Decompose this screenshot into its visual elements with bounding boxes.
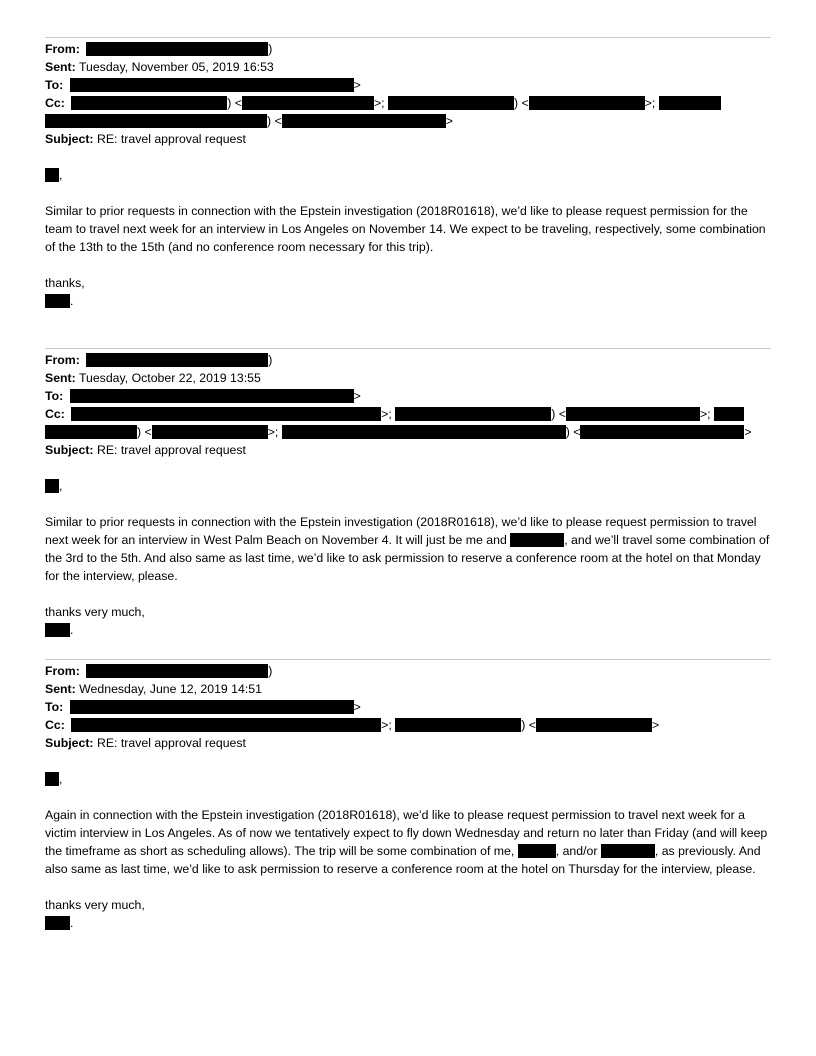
redaction-block <box>70 78 354 92</box>
redaction-block <box>45 772 59 786</box>
redaction-block <box>242 96 374 110</box>
subject-label: Subject: <box>45 132 94 146</box>
redaction-block <box>529 96 645 110</box>
cc-separator: ) < <box>551 407 566 421</box>
redaction-block <box>714 407 744 421</box>
from-label: From: <box>45 664 80 678</box>
greeting-line <box>45 166 771 184</box>
cc-separator: ) < <box>267 114 282 128</box>
cc-separator: ) < <box>227 96 242 110</box>
redaction-block <box>45 114 267 128</box>
cc-separator: >; <box>267 425 282 439</box>
cc-label: Cc: <box>45 96 65 110</box>
subject-value: RE: travel approval request <box>96 132 246 146</box>
cc-separator: ) < <box>521 718 536 732</box>
body-text: , and we’ll travel some combination of the 3rd to the 5th. And also same as last time, we’d like to ask permission to reserve a conference room at the hotel on that Monday for the interview, please. <box>45 533 770 583</box>
cc-separator: >; <box>644 96 659 110</box>
body-text: Similar to prior requests in connection with the Epstein investigation (2018R01618), we’d like to please request permission to travel next week for an interview in West Palm Beach on November 4. It will just be me and <box>45 515 757 547</box>
redaction-block <box>518 844 556 858</box>
subject-line <box>45 734 771 752</box>
closing-line: thanks very much, <box>45 898 145 912</box>
sent-line <box>45 680 771 698</box>
email-message-1 <box>45 40 771 310</box>
greeting-suffix: , <box>59 479 63 493</box>
sent-line <box>45 369 771 387</box>
from-line <box>45 40 771 58</box>
redaction-block <box>601 844 655 858</box>
sent-line <box>45 58 771 76</box>
redaction-block <box>45 425 137 439</box>
email-body: Similar to prior requests in connection with the Epstein investigation (2018R01618), we’d like to please request permission for the team to travel next week for an interview in Los Angeles on November 14. We expect to be traveling, respectively, some combination of the 13th to the 15th (and no conference room necessary for this trip). <box>45 204 766 254</box>
redaction-block <box>282 425 566 439</box>
redaction-block <box>86 42 268 56</box>
from-suffix: ) <box>268 353 273 367</box>
message-separator <box>45 37 771 38</box>
greeting-suffix: , <box>59 772 63 786</box>
cc-line-continued <box>45 112 771 130</box>
greeting-suffix: , <box>59 168 63 182</box>
redaction-block <box>45 916 70 930</box>
email-message-3 <box>45 662 771 932</box>
redaction-block <box>71 718 381 732</box>
body-text: , and/or <box>555 844 601 858</box>
redaction-block <box>395 718 521 732</box>
sent-value: Tuesday, November 05, 2019 16:53 <box>78 60 274 74</box>
sent-label: Sent: <box>45 371 76 385</box>
cc-separator: ) < <box>565 425 581 439</box>
redaction-block <box>152 425 268 439</box>
redaction-block <box>388 96 514 110</box>
from-label: From: <box>45 353 80 367</box>
message-separator <box>45 659 771 660</box>
message-separator <box>45 348 771 349</box>
cc-separator: ) < <box>137 425 152 439</box>
cc-line <box>45 405 771 423</box>
cc-label: Cc: <box>45 718 65 732</box>
to-label: To: <box>45 700 64 714</box>
cc-line <box>45 94 771 112</box>
sent-label: Sent: <box>45 60 76 74</box>
email-body <box>45 806 771 878</box>
redaction-block <box>45 623 70 637</box>
to-label: To: <box>45 78 64 92</box>
redaction-block <box>580 425 744 439</box>
redaction-block <box>510 533 564 547</box>
sent-value: Tuesday, October 22, 2019 13:55 <box>78 371 261 385</box>
to-suffix: > <box>353 78 361 92</box>
cc-separator: > <box>744 425 752 439</box>
sent-value: Wednesday, June 12, 2019 14:51 <box>79 682 262 696</box>
cc-separator: >; <box>373 96 388 110</box>
redaction-block <box>45 294 70 308</box>
to-label: To: <box>45 389 64 403</box>
redaction-block <box>70 700 354 714</box>
cc-separator: >; <box>381 407 396 421</box>
from-label: From: <box>45 42 80 56</box>
redaction-block <box>86 353 268 367</box>
redaction-block <box>71 96 227 110</box>
redaction-block <box>395 407 551 421</box>
redaction-block <box>659 96 721 110</box>
sent-label: Sent: <box>45 682 76 696</box>
closing-line: thanks, <box>45 276 85 290</box>
signoff-suffix: . <box>70 623 74 637</box>
body-text: , as previously. And also same as last time, we’d like to ask permission to reserve a conference room at the hotel on Thursday for the interview, please. <box>45 844 761 876</box>
subject-label: Subject: <box>45 736 94 750</box>
signoff-line <box>45 914 771 932</box>
from-line <box>45 662 771 680</box>
redaction-block <box>566 407 700 421</box>
redaction-block <box>71 407 381 421</box>
signoff-suffix: . <box>70 916 74 930</box>
redaction-block <box>536 718 652 732</box>
signoff-line <box>45 621 771 639</box>
to-suffix: > <box>353 700 361 714</box>
subject-line <box>45 441 771 459</box>
cc-separator: >; <box>699 407 714 421</box>
cc-separator: > <box>445 114 453 128</box>
email-body <box>45 513 771 585</box>
cc-line-continued <box>45 423 771 441</box>
redaction-block <box>70 389 354 403</box>
cc-separator: > <box>651 718 660 732</box>
greeting-line <box>45 770 771 788</box>
from-line <box>45 351 771 369</box>
subject-label: Subject: <box>45 443 94 457</box>
redaction-block <box>282 114 446 128</box>
cc-label: Cc: <box>45 407 65 421</box>
cc-line <box>45 716 771 734</box>
to-line <box>45 698 771 716</box>
redaction-block <box>45 479 59 493</box>
body-text: Again in connection with the Epstein investigation (2018R01618), we’d like to please request permission to travel next week for a victim interview in Los Angeles. As of now we tentatively expect to fly down Wednesday and return no later than Friday (and will keep the timeframe as short as scheduling allows). The trip will be some combination of me, <box>45 808 768 858</box>
cc-separator: ) < <box>513 96 529 110</box>
to-suffix: > <box>353 389 361 403</box>
signoff-line <box>45 292 771 310</box>
signoff-suffix: . <box>70 294 74 308</box>
closing-line: thanks very much, <box>45 605 145 619</box>
subject-value: RE: travel approval request <box>96 736 246 750</box>
email-message-2 <box>45 351 771 639</box>
subject-line <box>45 130 771 148</box>
to-line <box>45 387 771 405</box>
to-line <box>45 76 771 94</box>
subject-value: RE: travel approval request <box>96 443 246 457</box>
redaction-block <box>45 168 59 182</box>
from-suffix: ) <box>268 42 273 56</box>
redaction-block <box>86 664 268 678</box>
from-suffix: ) <box>268 664 273 678</box>
cc-separator: >; <box>381 718 396 732</box>
greeting-line <box>45 477 771 495</box>
